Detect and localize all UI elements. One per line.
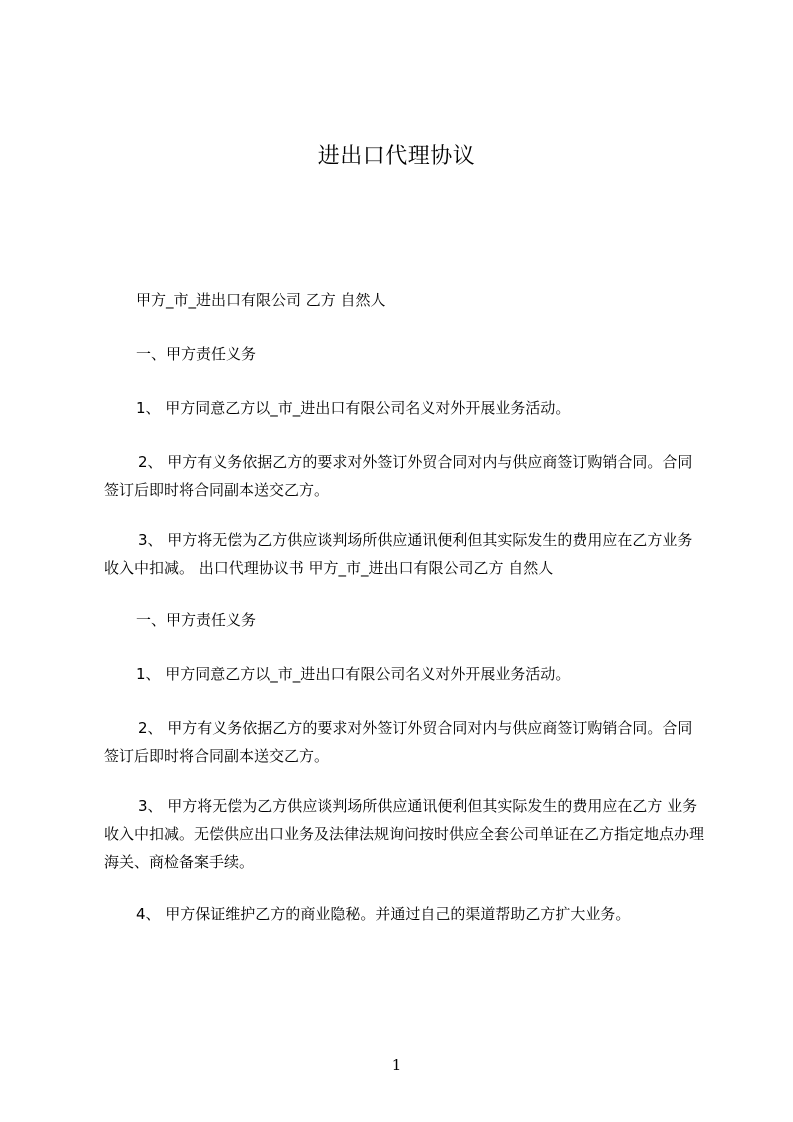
paragraph-text: 3、 甲方将无偿为乙方供应谈判场所供应通讯便利但其实际发生的费用应在乙方 业务收入中扣减。无偿供应出口业务及法律法规询问按时供应全套公司单证在乙方指定地点办理海关、商检备案手续。 — [104, 797, 705, 871]
paragraph-text: 2、 甲方有义务依据乙方的要求对外签订外贸合同对内与供应商签订购销合同。合同签订后即时将合同副本送交乙方。 — [104, 453, 693, 499]
clause-paragraph — [104, 714, 704, 770]
clause-paragraph — [104, 900, 704, 928]
paragraph-text: 1、 甲方同意乙方以_市_进出口有限公司名义对外开展业务活动。 — [136, 399, 571, 417]
clause-paragraph — [104, 394, 704, 422]
clause-paragraph — [104, 526, 704, 582]
paragraph-text: 4、 甲方保证维护乙方的商业隐秘。并通过自己的渠道帮助乙方扩大业务。 — [136, 905, 631, 923]
page-number: 1 — [391, 1056, 402, 1074]
document-title: 进出口代理协议 — [317, 144, 476, 169]
section-heading — [104, 340, 704, 368]
clause-paragraph — [104, 660, 704, 688]
party-line — [104, 286, 704, 314]
paragraph-text: 2、 甲方有义务依据乙方的要求对外签订外贸合同对内与供应商签订购销合同。合同签订后即时将合同副本送交乙方。 — [104, 719, 693, 765]
paragraph-text: 甲方_市_进出口有限公司 乙方 自然人 — [136, 291, 386, 309]
paragraph-text: 一、甲方责任义务 — [136, 611, 257, 629]
paragraph-text: 1、 甲方同意乙方以_市_进出口有限公司名义对外开展业务活动。 — [136, 665, 571, 683]
clause-paragraph — [104, 792, 704, 876]
section-heading — [104, 606, 704, 634]
paragraph-text: 一、甲方责任义务 — [136, 345, 257, 363]
paragraph-text: 3、 甲方将无偿为乙方供应谈判场所供应通讯便利但其实际发生的费用应在乙方业务收入中扣减。 出口代理协议书 甲方_市_进出口有限公司乙方 自然人 — [104, 531, 693, 577]
clause-paragraph — [104, 448, 704, 504]
